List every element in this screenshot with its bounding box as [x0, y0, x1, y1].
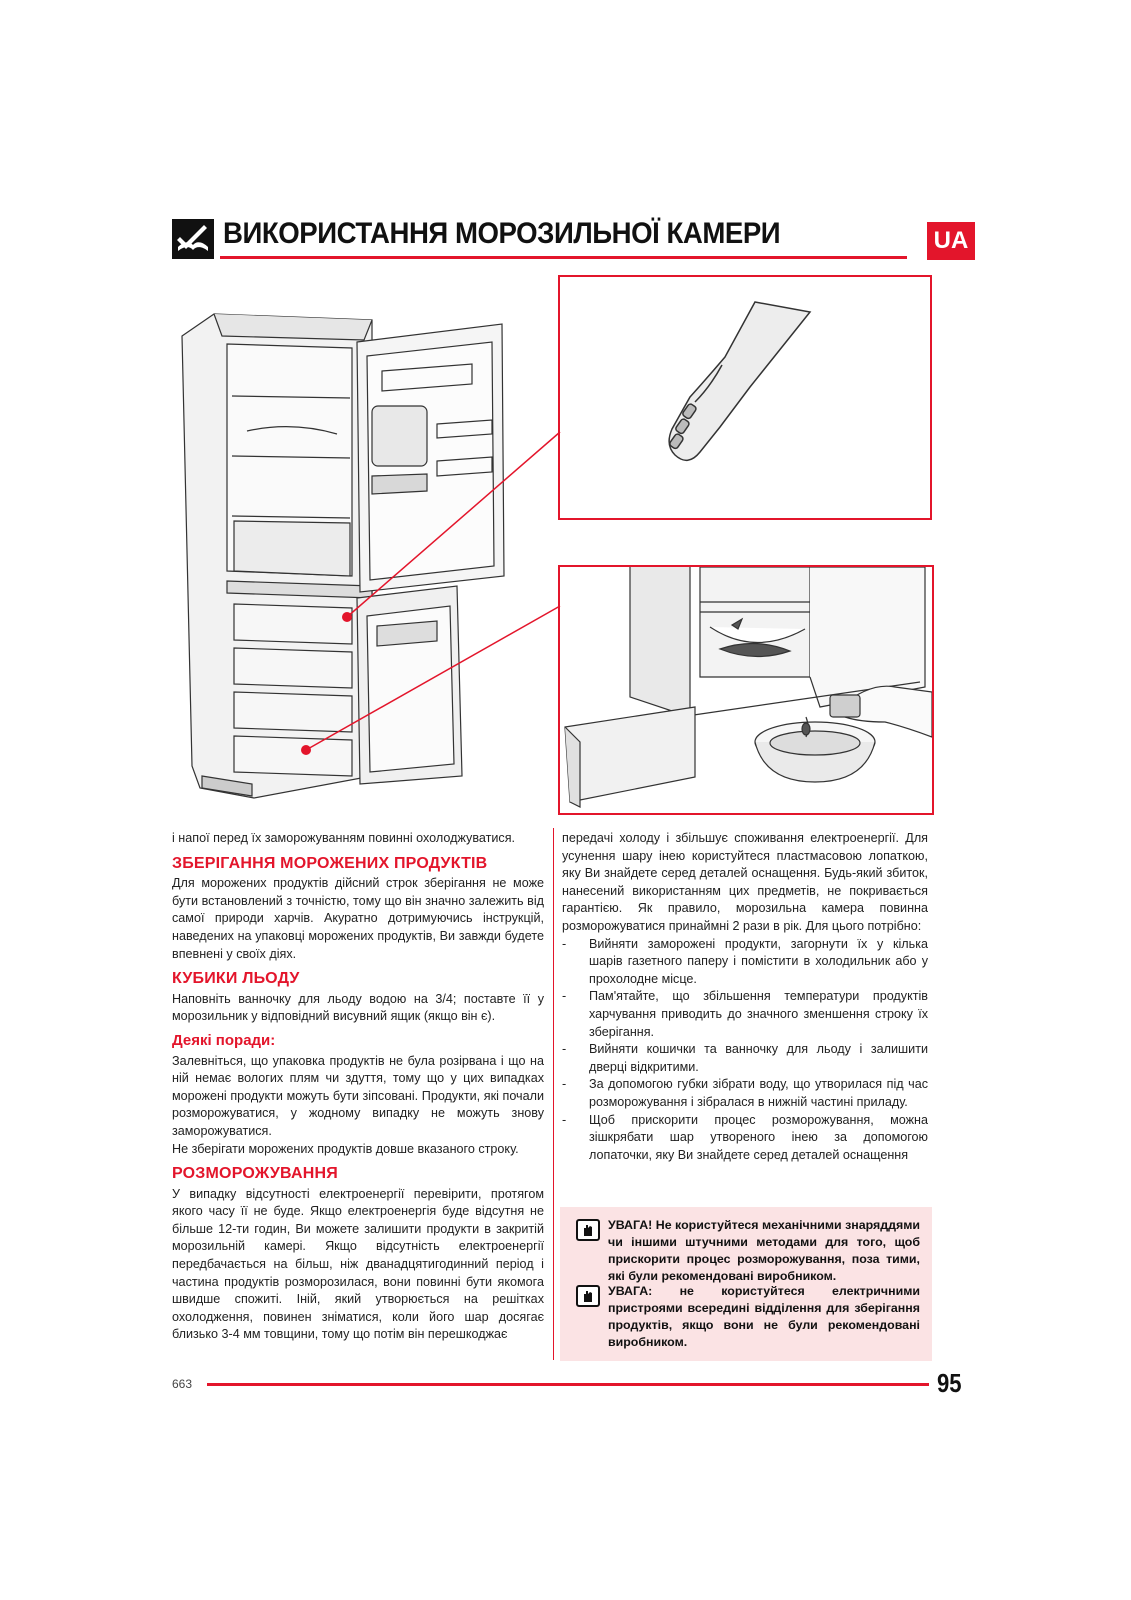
- list-item: - Щоб прискорити процес розморожування, можна зішкрябати шар утвореного інею за допомогою лопаточки, яку Ви знайдете серед деталей оснащення: [562, 1112, 928, 1165]
- lead-paragraph: і напої перед їх заморожуванням повинні охолоджуватися.: [172, 831, 516, 845]
- list-item: - Вийняти кошички та ванночку для льоду і залишити дверці відкритими.: [562, 1041, 928, 1076]
- defrost-paragraph: У випадку відсутності електроенергії перевірити, протягом якого часу її не буде. Якщо електроенергія буде відсутня не більше 12-ти годин, Ви можете залишити продукти в закритій морозильній камері. Якщо відсутність електроенергії передбачається на більш, ніж дванадцятигодинний період і частина продуктів розморозилася, вони повинні бути якомога швидше спожиті. Іній, який утворюється на решітках охолодження, повинен зніматися, коли його шар досягає близько 3-4 мм товщини, тому що потім він перешкоджає: [172, 1186, 544, 1342]
- document-code: 663: [172, 1377, 193, 1391]
- storage-paragraph: Для морожених продуктів дійсний строк зберігання не може бути встановлений з точністю, тому що він значно залежить від самої природи харчів. Акуратно дотримуючись інструкцій, наведених на упаковці морожених продуктів, Ви завжди будете впевнені у своїх діях.: [172, 876, 544, 961]
- footer-rule: [207, 1383, 929, 1386]
- warning-text-2: УВАГА: не користуйтеся електричними пристроями всередині відділення для зберігання продуктів, якщо вони не були рекомендовані виробником.: [608, 1284, 920, 1349]
- hand-warning-icon: [576, 1285, 600, 1307]
- ice-scraper-illustration: [558, 275, 932, 520]
- list-item: - Вийняти заморожені продукти, загорнути їх у кілька шарів газетного паперу і помістити в холодильник або у прохолодне місце.: [562, 936, 928, 989]
- right-column: [562, 830, 928, 1164]
- heading-tips: Деякі поради:: [172, 1031, 276, 1049]
- left-column: [172, 830, 544, 1344]
- list-item: - За допомогою губки зібрати воду, що утворилася під час розморожування і зібралася в нижній частині приладу.: [562, 1076, 928, 1111]
- hand-warning-icon: [576, 1219, 600, 1241]
- tips-paragraph-1: Залевніться, що упаковка продуктів не була розірвана і що на ній немає вологих плям чи здуття, тому що у цих випадках морожені продукти можуть бути зіпсовані. Продукти, які почали розморожуватися, у жодному випадку не можуть знову заморожуватися.: [172, 1053, 544, 1138]
- language-badge: UA: [927, 222, 975, 260]
- tips-paragraph-2: Не зберігати морожених продуктів довше вказаного строку.: [172, 1141, 519, 1156]
- page-number: 95: [937, 1368, 962, 1398]
- defrost-continuation: передачі холоду і збільшує споживання електроенергії. Для усунення шару інею користуйтеся пластмасовою лопаткою, яку Ви знайдете серед деталей оснащення. Будь-який збиток, нанесений використанням цих предметів, не покривається гарантією. Як правило, морозильна камера повинна розморожуватися принаймні 2 рази в рік. Для цього потрібно:: [562, 831, 928, 933]
- heading-defrosting: РОЗМОРОЖУВАННЯ: [172, 1165, 338, 1183]
- ice-paragraph: Наповніть ванночку для льоду водою на 3/4; поставте її у морозильник у відповідний висувний ящик (якщо він є).: [172, 991, 544, 1024]
- page-title: ВИКОРИСТАННЯ МОРОЗИЛЬНОЇ КАМЕРИ: [223, 217, 781, 250]
- list-item: - Пам'ятайте, що збільшення температури продуктів харчування приводить до значного зменшення строку їх зберігання.: [562, 988, 928, 1041]
- warning-box: [560, 1207, 932, 1361]
- heading-ice-cubes: КУБИКИ ЛЬОДУ: [172, 970, 300, 988]
- defrost-steps: [562, 936, 928, 1165]
- fridge-illustration: [172, 276, 567, 811]
- warning-text-1: УВАГА! Не користуйтеся механічними знаряддями чи іншими штучними методами для того, щоб прискорити процес розморожування, поза тими, які були рекомендовані виробником.: [608, 1218, 920, 1283]
- header-rule: [220, 256, 907, 259]
- open-book-check-icon: [172, 219, 214, 259]
- heading-storage: ЗБЕРІГАННЯ МОРОЖЕНИХ ПРОДУКТІВ: [172, 854, 488, 872]
- defrost-illustration: [558, 565, 934, 815]
- column-divider: [553, 828, 554, 1360]
